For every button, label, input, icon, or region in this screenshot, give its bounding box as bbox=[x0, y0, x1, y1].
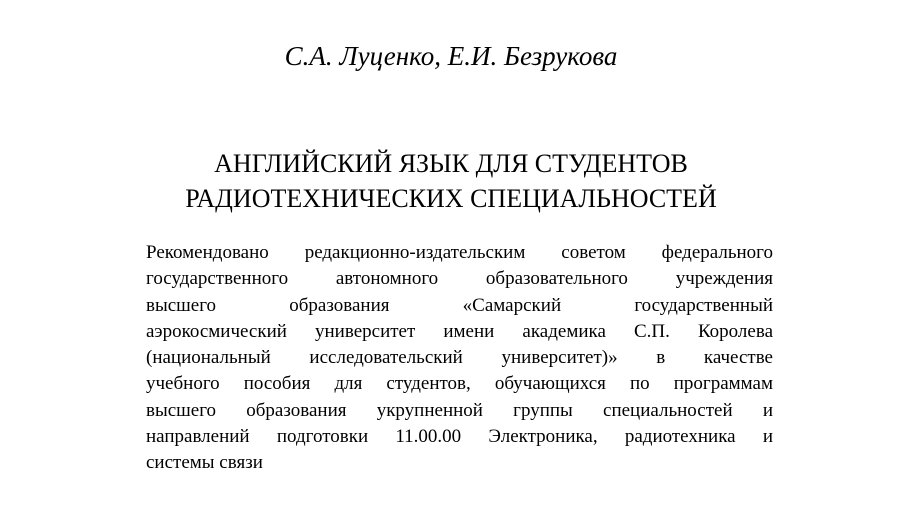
paragraph-line: высшего образования укрупненной группы специальностей и bbox=[146, 399, 773, 421]
recommendation-paragraph bbox=[146, 240, 773, 477]
paragraph-line: (национальный исследовательский университет)» в качестве bbox=[146, 347, 773, 369]
paragraph-line: Рекомендовано редакционно-издательским советом федерального bbox=[146, 242, 773, 263]
paragraph-line: направлений подготовки 11.00.00 Электроника, радиотехника и bbox=[146, 426, 773, 448]
paragraph-line: системы связи bbox=[146, 452, 263, 474]
authors: С.А. Луценко, Е.И. Безрукова bbox=[284, 41, 618, 71]
title-line-2: РАДИОТЕХНИЧЕСКИХ СПЕЦИАЛЬНОСТЕЙ bbox=[185, 184, 717, 213]
paragraph-line: аэрокосмический университет имени академика С.П. Королева bbox=[146, 320, 773, 342]
document-title bbox=[0, 146, 902, 216]
paragraph-line: учебного пособия для студентов, обучающихся по программам bbox=[146, 373, 773, 395]
title-line-1: АНГЛИЙСКИЙ ЯЗЫК ДЛЯ СТУДЕНТОВ bbox=[214, 149, 688, 178]
paragraph-line: государственного автономного образовательного учреждения bbox=[146, 268, 773, 290]
paragraph-line: высшего образования «Самарский государственный bbox=[146, 294, 773, 316]
